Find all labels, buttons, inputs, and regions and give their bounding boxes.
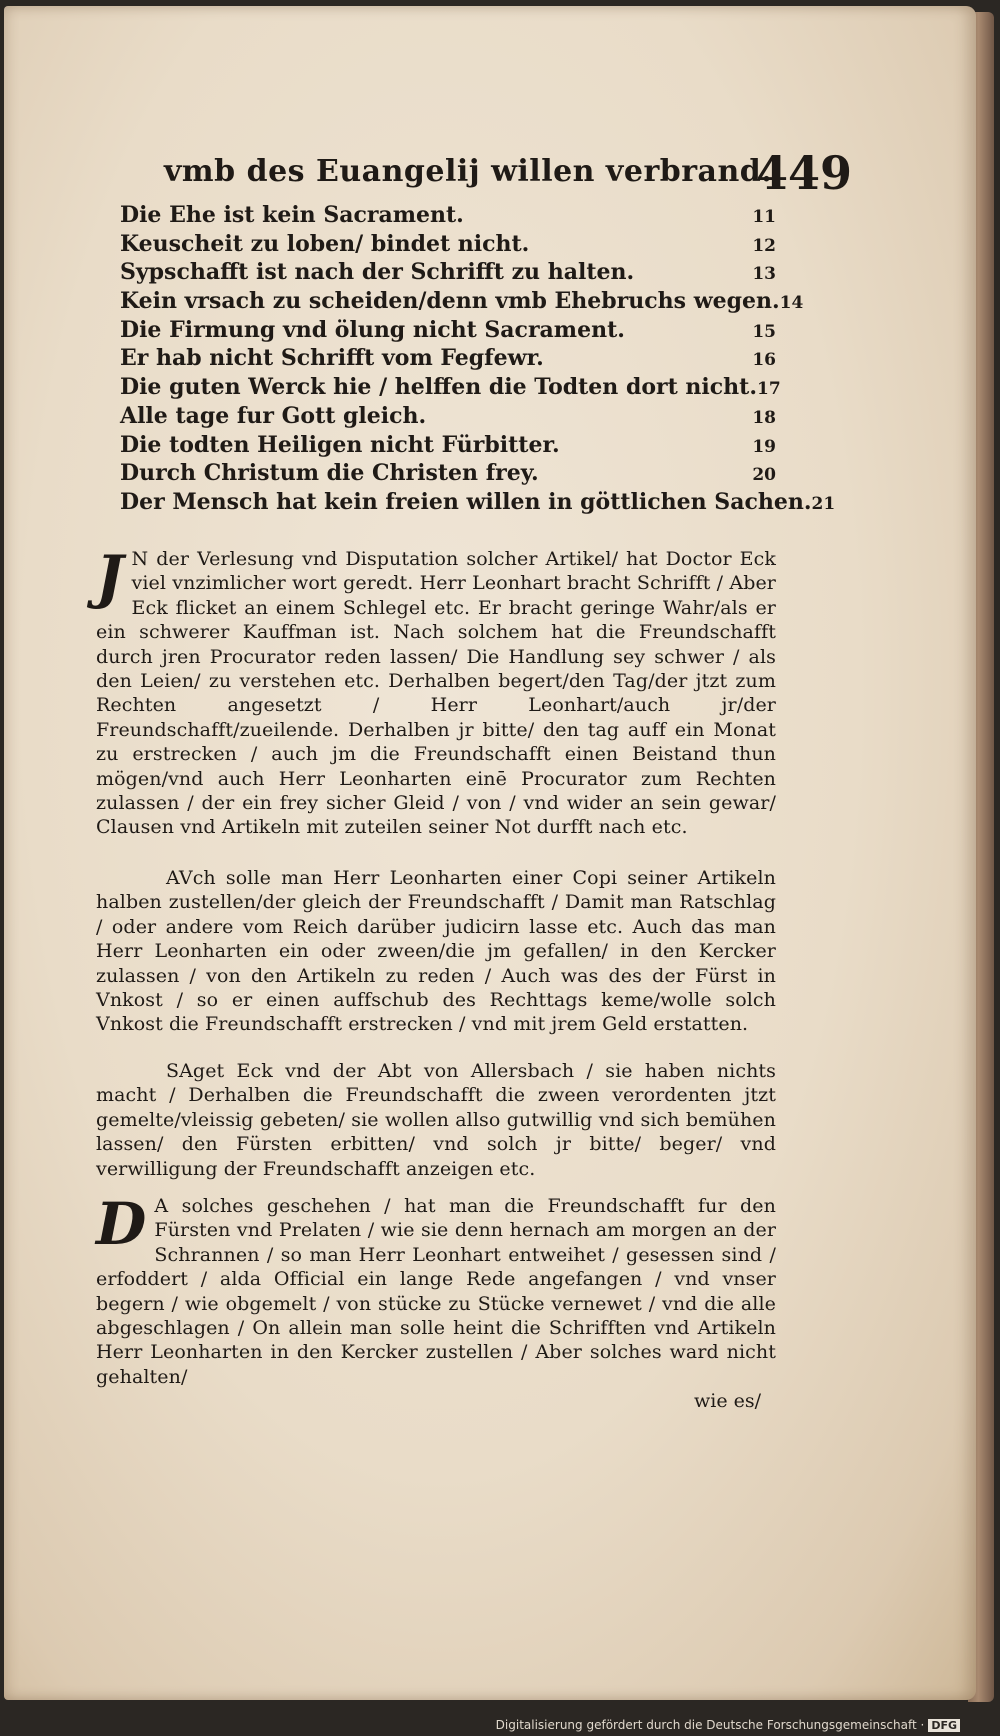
dfg-logo: DFG [928,1719,960,1732]
book-page [4,6,976,1700]
article-text: Die Firmung vnd ölung nicht Sacrament. [120,316,625,343]
article-item [120,288,804,317]
article-text: Durch Christum die Christen frey. [120,460,539,487]
body-paragraph [96,543,776,840]
catchword: wie es/ [694,1390,762,1412]
article-text: Die guten Werck hie / helffen die Todten dort nicht. [120,374,757,401]
article-item [120,432,776,461]
article-number: 13 [752,264,776,285]
article-text: Die todten Heiligen nicht Fürbitter. [120,431,560,458]
article-item [120,231,776,260]
page-number: 449 [756,146,853,200]
article-text: Alle tage fur Gott gleich. [120,402,427,429]
article-number: 17 [757,379,781,400]
article-item [120,202,776,231]
article-number: 19 [752,436,776,457]
article-text: Er hab nicht Schrifft vom Fegfewr. [120,345,544,372]
article-number: 20 [752,465,776,486]
article-number: 18 [752,407,776,428]
credit-text: Digitalisierung gefördert durch die Deutsche Forschungsgemeinschaft · [495,1718,925,1732]
article-list [120,202,836,518]
article-item [120,259,776,288]
article-number: 16 [752,350,776,371]
article-text: Die Ehe ist kein Sacrament. [120,202,464,228]
article-item [120,403,776,432]
article-text: Der Mensch hat kein freien willen in göttlichen Sachen. [120,488,812,515]
body-paragraph [96,1190,776,1389]
body-paragraph: SAget Eck vnd der Abt von Allersbach / sie haben nichts macht / Derhalben die Freundschafft die zween verordenten jtzt gemelte/vleissig gebeten/ sie wollen allso gutwillig vnd sich bemühen lassen/ den Fürsten erbitten/ vnd solch jr bitte/ beger/ vnd verwilligung der Freundschafft anzeigen etc. [96,1060,776,1180]
article-number: 15 [752,321,776,342]
article-text: Kein vrsach zu scheiden/denn vmb Ehebruchs wegen. [120,288,780,315]
running-head: vmb des Euangelij willen verbrand. [164,154,773,189]
article-text: Keuscheit zu loben/ bindet nicht. [120,230,530,257]
article-number: 14 [779,293,804,314]
article-item [120,345,776,374]
article-number: 21 [811,493,836,514]
article-item [120,317,776,346]
digitization-credit [496,1718,960,1732]
article-number: 12 [752,235,776,256]
body-paragraph: AVch solle man Herr Leonharten einer Copi seiner Artikeln halben zustellen/der gleich der Freundschafft / Damit man Ratschlag / oder andere vom Reich darüber judicirn lasse etc. Auch das man Herr Leonharten ein oder zween/die jm gefallen/ in den Kercker zulassen / von den Artikeln zu reden / Auch was des der Fürst in Vnkost / so er einen auffschub des Rechttags keme/wolle solch Vnkost die Freundschafft erstrecken / vnd mit jrem Geld erstatten. [96,867,776,1036]
paragraph-text: A solches geschehen / hat man die Freundschafft fur den Fürsten vnd Prelaten / wie sie denn hernach am morgen an der Schrannen / so man Herr Leonhart entweihet / gesessen sind / erfoddert / alda Official ein lange Rede angefangen / vnd vnser begern / wie obgemelt / von stücke zu Stücke vernewet / vnd die alle abgeschlagen / On allein man solle heint die Schrifften vnd Artikeln Herr Leonharten in den Kercker zustellen / Aber solches ward nicht gehalten/ [96,1195,776,1388]
drop-cap: J [96,543,124,611]
drop-cap: D [96,1190,147,1258]
article-number: 11 [752,207,776,227]
paragraph-text: N der Verlesung vnd Disputation solcher Artikel/ hat Doctor Eck viel vnzimlicher wort geredt. Herr Leonhart bracht Schrifft / Aber Eck flicket an einem Schlegel etc. Er bracht geringe Wahr/als er ein schwerer Kauffman ist. Nach solchem hat die Freundschafft durch jren Procurator reden lassen/ Die Handlung sey schwer / als den Leien/ zu verstehen etc. Derhalben begert/den Tag/der jtzt zum Rechten angesetzt / Herr Leonhart/auch jr/der Freundschafft/zueilende. Derhalben jr bitte/ den tag auff ein Monat zu erstrecken / auch jm die Freundschafft einen Beistand thun mögen/vnd auch Herr Leonharten einē Procurator zum Rechten zulassen / der ein frey sicher Gleid / von / vnd wider an sein gewar/ Clausen vnd Artikeln mit zuteilen seiner Not durfft nach etc. [96,548,776,839]
article-text: Sypschafft ist nach der Schrifft zu halten. [120,259,635,286]
article-item [120,374,781,403]
article-item [120,460,776,489]
article-item [120,488,836,518]
